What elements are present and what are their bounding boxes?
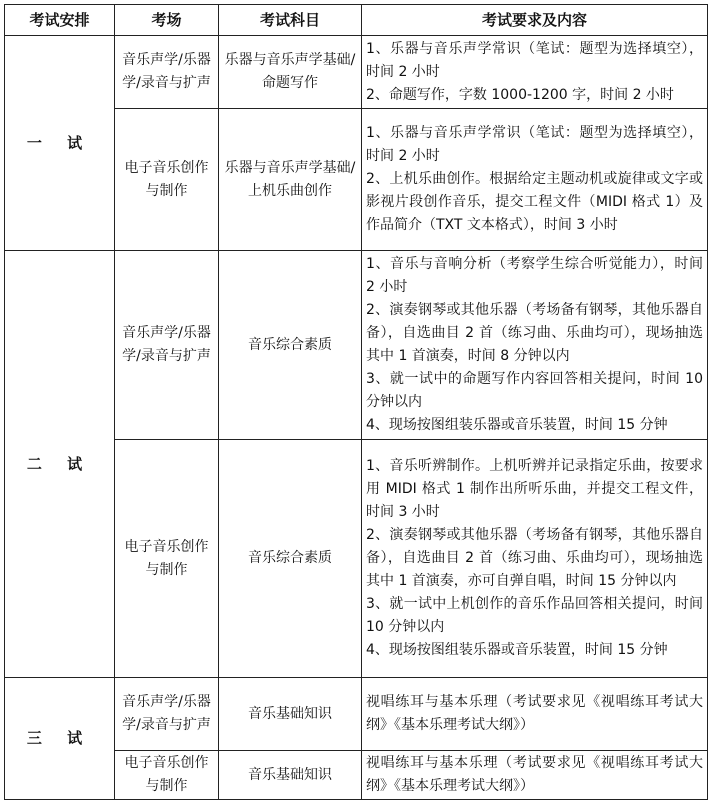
subject-cell: 乐器与音乐声学基础/命题写作 <box>219 36 362 109</box>
exam-schedule-table <box>4 4 708 800</box>
subject-cell: 音乐基础知识 <box>219 678 362 751</box>
stage-cell-second: 二 试 <box>5 251 115 678</box>
stage-cell-first: 一 试 <box>5 36 115 251</box>
requirement-item: 4、现场按图组装乐器或音乐装置，时间 15 分钟 <box>366 417 668 433</box>
venue-cell: 电子音乐创作与制作 <box>115 109 219 251</box>
requirement-item: 2、演奏钢琴或其他乐器（考场备有钢琴，其他乐器自备），自选曲目 2 首（练习曲、乐曲均可），现场抽选其中 1 首演奏，时间 8 分钟以内 <box>366 302 703 364</box>
header-venue: 考场 <box>115 5 219 36</box>
requirement-item: 1、音乐听辨制作。上机听辨并记录指定乐曲，按要求用 MIDI 格式 1 制作出所听乐曲，并提交工程文件，时间 3 小时 <box>366 458 703 520</box>
subject-cell: 音乐综合素质 <box>219 440 362 678</box>
requirement-item: 1、乐器与音乐声学常识（笔试：题型为选择填空），时间 2 小时 <box>366 125 703 164</box>
venue-cell: 音乐声学/乐器学/录音与扩声 <box>115 678 219 751</box>
requirement-item: 视唱练耳与基本乐理（考试要求见《视唱练耳考试大纲》《基本乐理考试大纲》） <box>366 755 703 794</box>
requirement-item: 1、音乐与音响分析（考察学生综合听觉能力），时间 2 小时 <box>366 256 703 295</box>
table-header-row <box>5 5 708 36</box>
requirements-cell <box>362 109 708 251</box>
table-row <box>5 251 708 440</box>
subject-cell: 音乐基础知识 <box>219 751 362 800</box>
requirement-item: 4、现场按图组装乐器或音乐装置，时间 15 分钟 <box>366 642 668 658</box>
stage-cell-third: 三 试 <box>5 678 115 800</box>
table-row <box>5 36 708 109</box>
header-requirements: 考试要求及内容 <box>362 5 708 36</box>
requirement-item: 3、就一试中上机创作的音乐作品回答相关提问，时间 10 分钟以内 <box>366 596 703 635</box>
requirements-cell <box>362 751 708 800</box>
requirements-cell <box>362 678 708 751</box>
requirements-cell <box>362 251 708 440</box>
header-subject: 考试科目 <box>219 5 362 36</box>
venue-cell: 音乐声学/乐器学/录音与扩声 <box>115 36 219 109</box>
venue-cell: 电子音乐创作与制作 <box>115 751 219 800</box>
header-stage: 考试安排 <box>5 5 115 36</box>
venue-cell: 音乐声学/乐器学/录音与扩声 <box>115 251 219 440</box>
table-row <box>5 678 708 751</box>
requirement-item: 2、上机乐曲创作。根据给定主题动机或旋律或文字或影视片段创作音乐，提交工程文件（MIDI 格式 1）及作品简介（TXT 文本格式），时间 3 小时 <box>366 171 703 233</box>
requirement-item: 2、命题写作，字数 1000-1200 字，时间 2 小时 <box>366 86 674 103</box>
subject-cell: 乐器与音乐声学基础/上机乐曲创作 <box>219 109 362 251</box>
requirement-item: 1、乐器与音乐声学常识（笔试：题型为选择填空），时间 2 小时 <box>366 40 703 80</box>
requirement-item: 视唱练耳与基本乐理（考试要求见《视唱练耳考试大纲》《基本乐理考试大纲》） <box>366 694 703 733</box>
requirement-item: 3、就一试中的命题写作内容回答相关提问，时间 10 分钟以内 <box>366 371 703 410</box>
requirements-cell <box>362 36 708 109</box>
requirements-cell <box>362 440 708 678</box>
venue-cell: 电子音乐创作与制作 <box>115 440 219 678</box>
subject-cell: 音乐综合素质 <box>219 251 362 440</box>
requirement-item: 2、演奏钢琴或其他乐器（考场备有钢琴，其他乐器自备），自选曲目 2 首（练习曲、乐曲均可），现场抽选其中 1 首演奏，亦可自弹自唱，时间 15 分钟以内 <box>366 527 703 589</box>
